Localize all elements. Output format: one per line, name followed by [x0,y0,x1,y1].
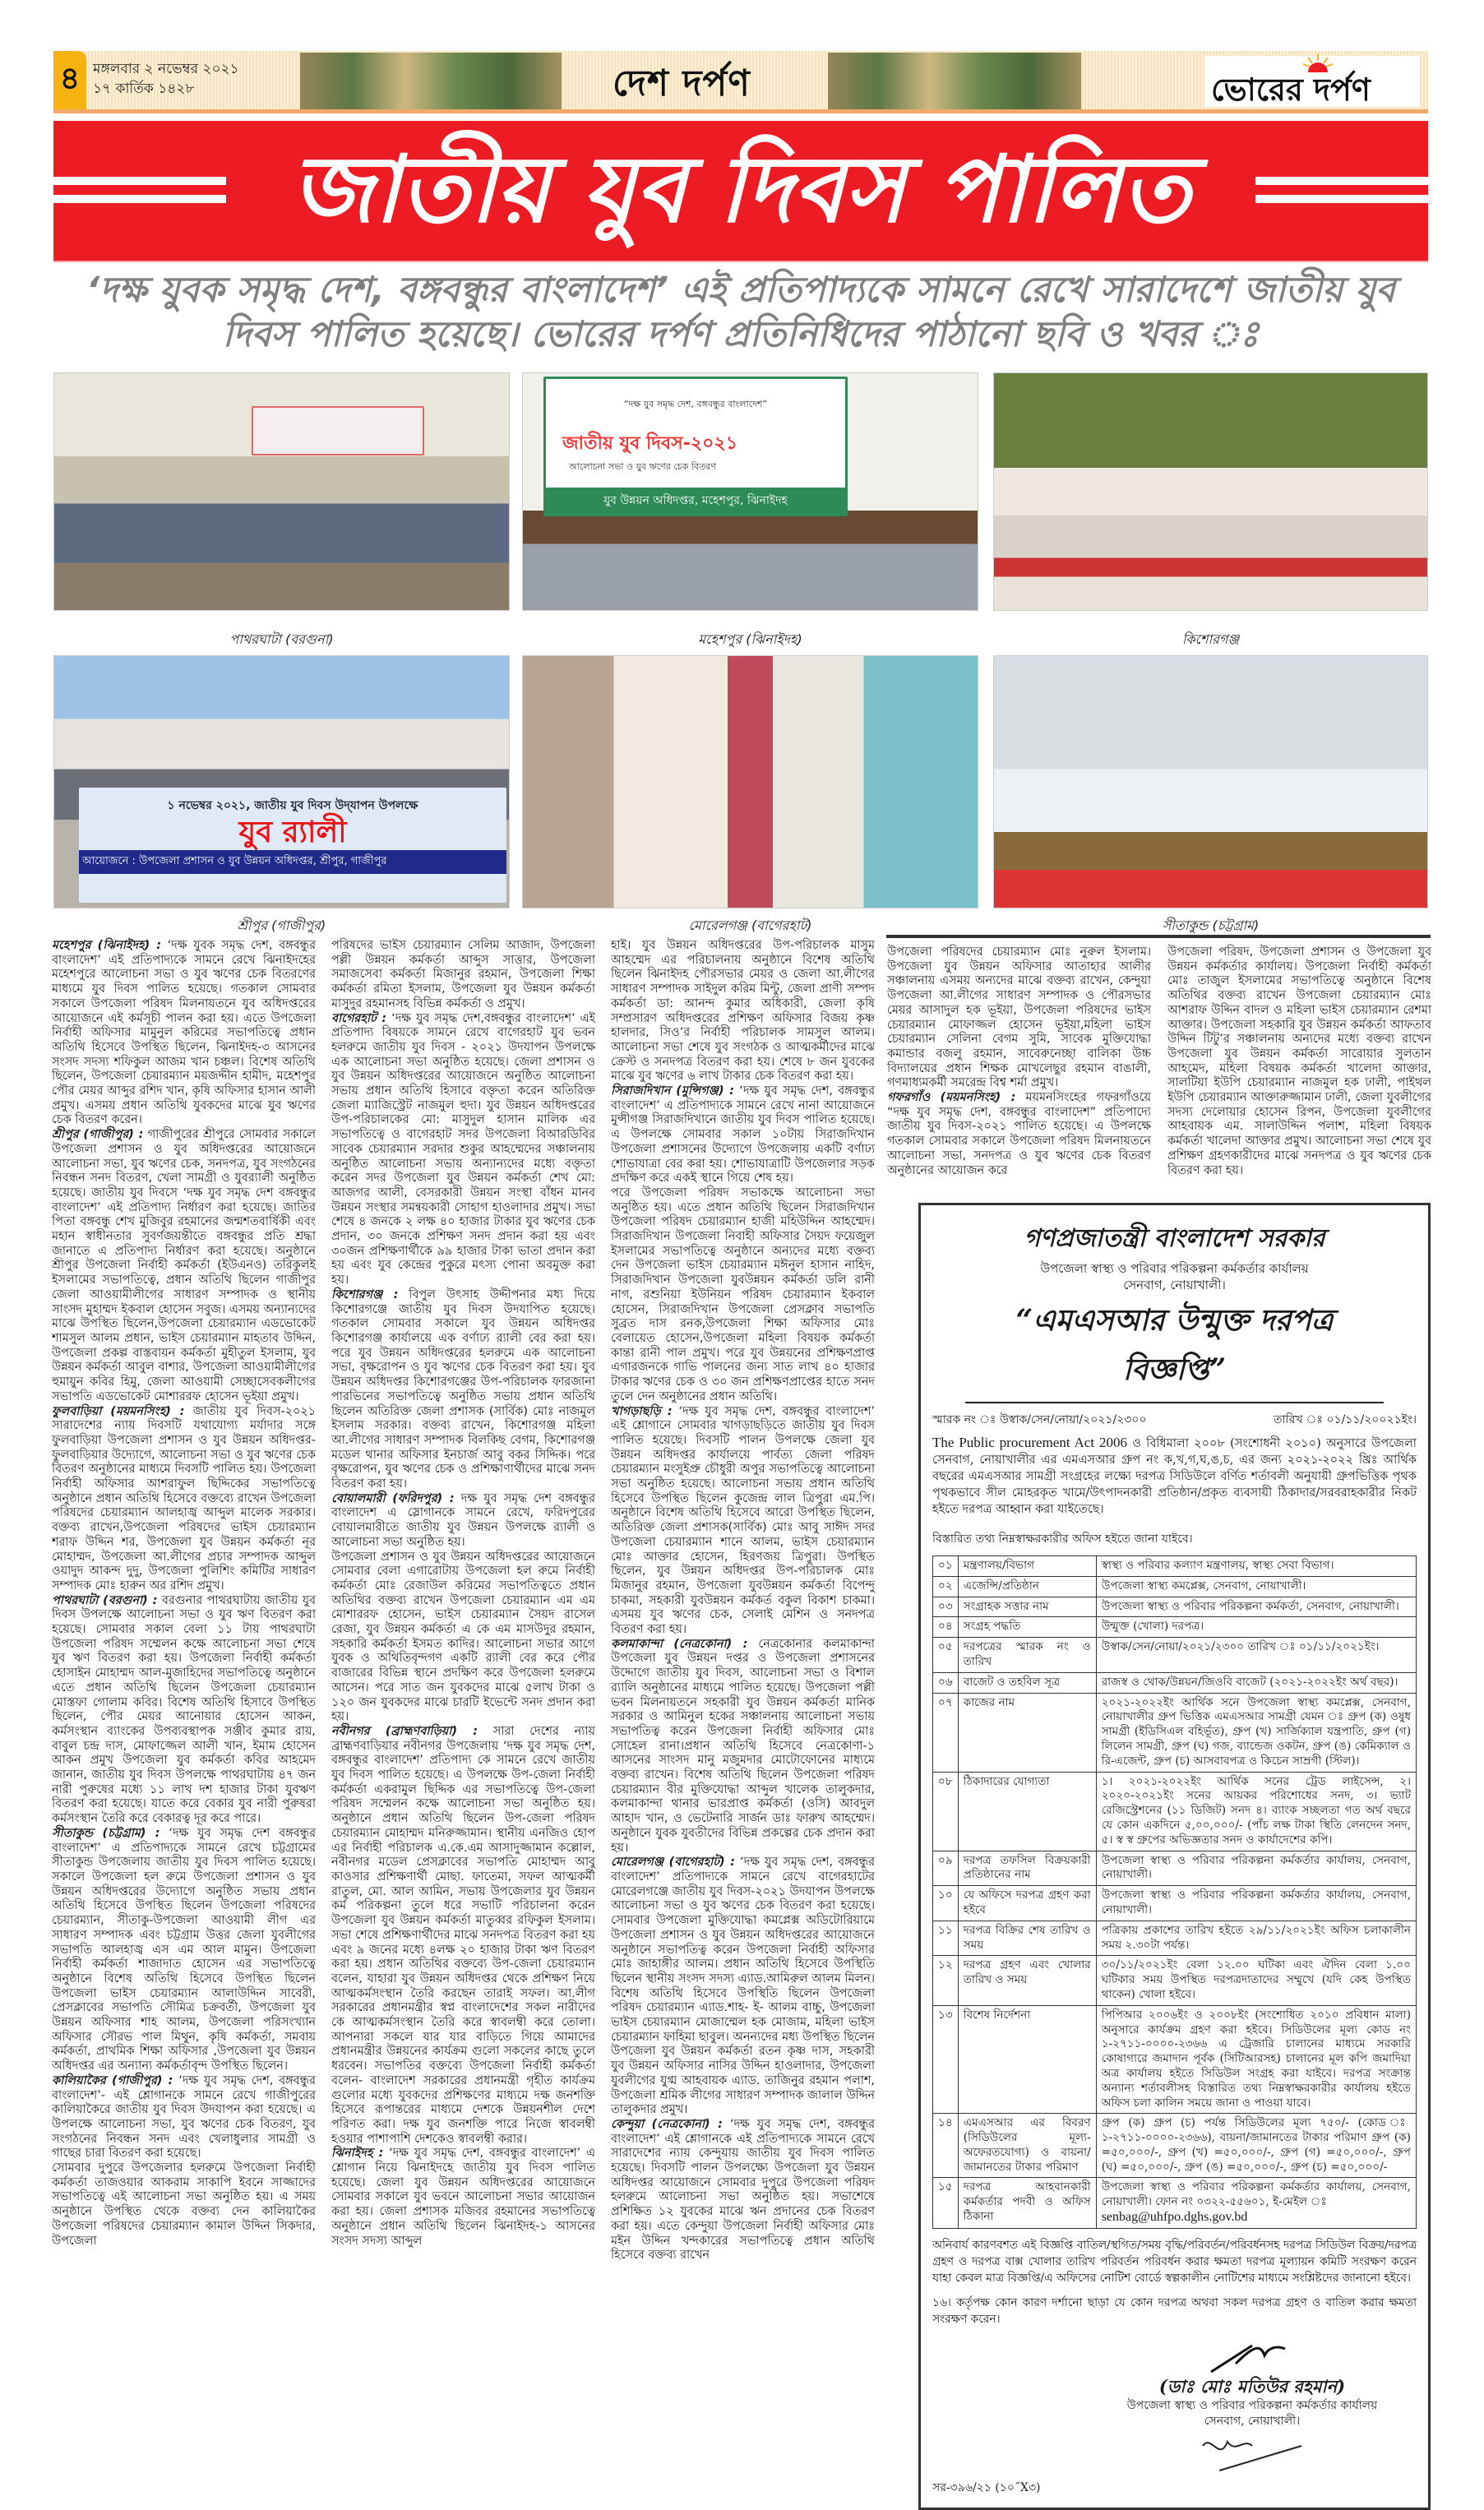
row-value-text: উপজেলা স্বাস্থ্য ও পরিবার পরিকল্পনা কর্মকর্তার কার্যালয়, সেনবাগ, নোয়াখালী। [1101,1888,1411,1916]
notice-note: অনিবার্য কারণবশত এই বিজ্ঞপ্তি বাতিল/স্থগিত/সময় বৃদ্ধি/পরিবর্তন/পরিবর্ধনসহ দরপত্র সিডিউল বিক্রয়/দরপত্র গ্রহণ ও দরপত্র বাক্স খোলার তারিখ পরিবর্তন পরিবর্ধন করার ক্ষমতা দরপত্র মূল্যায়ন কমিটি সংরক্ষণ করেন যাহা কেবল মাত্র বিজ্ঞপ্তি/এ অফিসের নোটিশ বোর্ডে স্বল্পকালীন নোটিশের মাধ্যমে সংশ্লিষ্টদের জানানো হইবে। [932,2238,1417,2285]
row-label-text: বাজেট ও তহবিল সূত্র [963,1675,1061,1689]
tender-row [933,1576,1417,1597]
row-number-text: ১২ [938,1958,953,1972]
row-label [958,1956,1096,2005]
row-number [933,2005,959,2114]
tender-row [933,1638,1417,1673]
article-paragraph [887,1091,1151,1178]
row-value [1096,1638,1416,1673]
newspaper-logo[interactable] [1204,56,1420,107]
article-paragraph [52,1405,316,1594]
row-label [958,1576,1096,1597]
row-number [933,1693,959,1772]
signatory-office: উপজেলা স্বাস্থ্য ও পরিবার পরিকল্পনা কর্মকর্তার কার্যালয় [1126,2398,1378,2412]
notice-title: “এমএসআর উন্মুক্ত দরপত্র বিজ্ঞপ্তি” [965,1298,1384,1403]
row-number-text: ০৮ [938,1774,953,1788]
row-number-text: ০৫ [938,1640,953,1654]
tender-row [933,1693,1417,1772]
article-paragraph [331,1551,595,1725]
article-paragraph [52,1827,316,2074]
page-number: ৪ [53,51,86,109]
row-label-text: সংগ্রহ পদ্ধতি [963,1620,1021,1634]
article-text: ময়মনসিংহের গফরগাঁওয়ে “দক্ষ যুব সমৃদ্ধ দেশ, বঙ্গবন্ধুর বাংলাদেশ” প্রতিপাদ্যে জাতীয় যুব দিবস-২০২১ পালিত হয়েছে। এ উপলক্ষে গতকাল সোমবার সকালে উপজেলা পরিষদ মিলনায়তনে আলোচনা সভা, সনদপত্র ও যুব ঋণের চেক বিতরণ অনুষ্ঠানের আয়োজন করে [887,1091,1152,1177]
photo-caption: মহেশপুর (ঝিনাইদহ) [698,631,802,647]
tender-table [932,1555,1417,2229]
dateline: বাগেরহাট : [331,1011,387,1025]
row-label [958,1851,1096,1886]
dateline: বোয়ালমারী (ফরিদপুর) : [331,1491,455,1505]
article-text: জাতীয় যুব দিবস-২০২১ সারাদেশের ন্যায় দিবসটি যথাযোগ্য মর্যাদার সঙ্গে ফুলবাড়িয়া উপজেলা প্রশাসন ও যুব উন্নয়ন অধিদপ্তর-ফুলবাড়িয়ার উদ্যোগে, আলোচনা সভা ও যুব ঋণের চেক বিতরণ অনুষ্ঠানের মাধ্যমে দিবসটি পালিত হয়। উপজেলা নির্বাহী অফিসার আশরাফুল ছিদ্দিকের সভাপতিত্বে অনুষ্ঠানে প্রধান অতিথি হিসেবে বক্তব্যে রাখেন উপজেলা পরিষদের চেয়ারম্যান আলহাজ্ব আব্দুল মালেক সরকার। বক্তব্য রাখেন,উপজেলা পরিষদের ভাইস চেয়ারম্যান শরাফ উদ্দিন শর, উপজেলা যুব উন্নয়ন কর্মকর্তা নূর মোহাম্মদ, উপজেলা আ.লীগের প্রচার সম্পাদক আব্দুল ওয়াদুদ আকন্দ দুদু, উপজেলা পুলিশিং কমিটির সাধারণ সম্পাদক মোঃ হারুন অর রশিদ প্রমুখ। [52,1404,316,1592]
photo-maheshpur [522,372,978,611]
article-paragraph [611,1638,875,1856]
row-number [933,1638,959,1673]
dateline: পাথরঘাটা (বরগুনা) : [52,1593,158,1607]
row-label [958,2005,1096,2114]
photo-kishoreganj [993,372,1428,611]
row-value-text: ১। ২০২১-২০২২ইং আর্থিক সনের ট্রেড লাইসেন্স, ২। ২০২০-২০২১ইং সনের আয়কর পরিশোধের সনদ, ৩। ভ্যাট রেজিস্ট্রেশনের (১১ ডিজিট) সনদ ৪। ব্যাংক সচ্ছলতা গত অর্থ বছরে যে কোন একদিনে ৫,০০,০০০/- (পাঁচ লক্ষ টাকা স্থিতি লেনদেন সনদ, ৫। স্ব স্ব গ্রুপের অভিজ্ঞতার সনদ ও কার্যাদেশের কপি। [1101,1774,1411,1847]
photo-morrelganj [522,655,978,908]
row-value-text: পত্রিকায় প্রকাশের তারিখ হইতে ২৯/১১/২০২১ইং অফিস চলাকালীন সময় ২.৩০টা পর্যন্ত। [1101,1923,1411,1952]
row-number [933,1556,959,1577]
signatory-place: সেনবাগ, নোয়াখালী। [1204,2414,1301,2428]
photo-sitakunda [993,655,1428,908]
article-paragraph [331,1288,595,1492]
article-text: ‘দক্ষ যুব সমৃদ্ধ দেশ, বঙ্গবন্ধুর বাংলাদেশ’ প্রতিপাদ্যকে সামনে রেখে বাগেরহাটের মোরেলগঞ্জে জাতীয় যুব দিবস-২০২১ উদযাপন উপলক্ষে আলোচনা সভা ও যুব ঋণের চেক বিতরণ করা হয়েছে। সোমবার উপজেলা মুক্তিযোদ্ধা কমপ্লেক্স অডিটোরিয়ামে উপজেলা প্রশাসন ও যুব উন্নয়ন অধিদপ্তরের আয়োজনে অনুষ্ঠানে সভাপতিত্ব করেন উপজেলা নির্বাহী অফিসার মোঃ জাহাঙ্গীর আলম। প্রধান অতিথি হিসেবে উপস্থিতি ছিলেন স্থানীয় সংসদ সদস্য এ্যাড.আমিরুল আলম মিলন। বিশেষ অতিথি হিসেবে উপস্থিতি ছিলেন উপজেলা পরিষদ চেয়ারম্যান এ্যাড.শাহ- ই- আলম বাচ্চু, উপজেলা ভাইস চেয়ারম্যান মোজাম্মেল হক মোজাম, মহিলা ভাইস চেয়ারম্যান ফাহিমা ছাবুল। অনন্যদের মধ্য উপস্থিত ছিলেন উপজেলা যুব উন্নয়ন কর্মকর্তা রতন কৃষ্ণ দাস, সহকারী যুব উন্নয়ন অফিসার নাসির উদ্দিন হাওলাদার, উপজেলা যুবলীগের যুগ্ম আহবায়ক এ্যাড. তাজিনুর রহমান পলাশ, উপজেলা শ্রমিক লীগের সাধারণ সম্পাদক জালাল উদ্দিন তালুকদার প্রমুখ। [611,1856,875,2117]
section-title: দেশ দর্পণ [613,62,751,104]
row-label-text: দরপত্র বিক্রির শেষ তারিখ ও সময় [963,1923,1091,1952]
banner-sub: আলোচনা সভা ও যুব ঋণের চেক বিতরণ [569,461,717,472]
dateline: সীতাকুন্ড (চট্টগ্রাম) : [52,1826,160,1840]
photo-caption: শ্রীপুর (গাজীপুর) [237,918,326,933]
row-label [958,1597,1096,1617]
tender-row [933,2178,1417,2228]
row-value-text: গ্রুপ (ক) গ্রুপ (চ) পর্যন্ত সিডিউলের মূল্য ৭৫০/- (কোড ঃ ১-২৭১১-০০০০-২৩৬৬), বায়না/জামানতের টাকার পরিমাণ গ্রুপ (ক) =৫০,০০০/-, গ্রুপ (খ) =৫০,০০০/-, গ্রুপ (গ) =৫০,০০০/-, গ্রুপ (ঘ) =৫০,০০০/-, গ্রুপ (ঙ) =৫০,০০০/-, গ্রুপ (চ) =৫০,০০০/- [1101,2116,1411,2174]
photo-banner [79,788,506,903]
row-label [958,2178,1096,2228]
row-value [1096,1886,1416,1921]
row-label-text: কাজের নাম [963,1695,1015,1709]
article-paragraph [331,1725,595,2147]
row-label-text: সংগ্রাহক সত্তার নাম [963,1599,1049,1613]
article-paragraph [52,1594,316,1827]
article-paragraph [611,1405,875,1638]
row-number [933,1617,959,1638]
article-text: ‘দক্ষ যুব সমৃদ্ধ দেশ, বঙ্গবন্ধুর বাংলাদেশ’ এ শ্লোগান নিয়ে ঝিনাইদহে জাতীয় যুব দিবস পালিত হয়েছে। জেলা যুব উন্নয়ন অধিদপ্তরের আয়োজনে সোমবার সকালে যুব ভবনে আলোচনা সভার আয়োজন করা হয়। জেলা প্রশাসক মজিবর রহমানের সভাপতিত্বে অনুষ্ঠানে প্রধান অতিথি ছিলেন ঝিনাইদহ-১ আসনের সংসদ সদস্য আব্দুল [331,2147,595,2248]
row-value [1096,1597,1416,1617]
row-number [933,1772,959,1851]
dateline: ঝিনাইদহ : [331,2147,384,2161]
row-value-text: উপজেলা স্বাস্থ্য ও পরিবার পরিকল্পনা কর্মকর্তার কার্যালয়, সেনবাগ, নোয়াখালী। ফোন নং ০৩২২-৫৫৬০১, ই-মেইল ঃ [1101,2180,1411,2209]
row-number-text: ১৩ [938,2008,953,2022]
notice-intro [932,1435,1417,1518]
row-number-text: ১১ [938,1923,953,1937]
memo-number: স্মারক নং ঃ উস্বাক/সেন/নোয়া/২০২১/২৩০০ [932,1413,1147,1426]
row-value [1096,1772,1416,1851]
row-label [958,2114,1096,2178]
row-value [1096,1851,1416,1886]
row-value [1096,2178,1416,2228]
article-paragraph [52,1128,316,1404]
row-label-text: দরপত্র গ্রহণ এবং খোলার তারিখ ও সময় [963,1958,1091,1987]
row-value-text: ২০২১-২০২২ইং আর্থিক সনে উপজেলা স্বাস্থ্য কমপ্লেক্স, সেনবাগ, নোয়াখালীর গ্রুপ ভিত্তিক এমএসআর সামগ্রী যেমন ঃ গ্রুপ (ক) ওষুধ সামগ্রী (ইডিসিএল বহির্ভূত), গ্রুপ (খ) সার্জিক্যাল যন্ত্রপাতি, গ্রুপ (গ) লিলেন সামগ্রী, গ্রুপ (ঘ) গজ, ব্যান্ডেজ ওকটন, গ্রুপ (ঙ) কেমিক্যাল ও রি-এজেন্ট, গ্রুপ (চ) আসবাবপত্র ও কিচেন সাম্রগী (স্টিল)। [1101,1695,1411,1768]
row-number [933,1921,959,1956]
tender-row [933,1956,1417,2005]
article-paragraph [611,1856,875,2118]
issue-date [93,59,239,99]
tender-row [933,1597,1417,1617]
article-column-1 [52,939,316,2254]
office-place: সেনবাগ, নোয়াখালী। [1123,1278,1226,1292]
article-text: বরগুনার পাথরঘাটায় জাতীয় যুব দিবস উপলক্ষে আলোচনা সভা ও যুব ঋণ বিতরণ করা হয়েছে। সোমবার সকাল বেলা ১১ টায় পাথরঘাটা উপজেলা পরিষদ সম্মেলন কক্ষে আলোচনা সভা শেষে যুব ঋণ বিতরণ করা হয়। উপজেলা নির্বাহী কর্মকর্তা হোসাইন মোহাম্মদ আল-মুজাহিদের সভাপতিত্বে অনুষ্ঠানে এতে প্রধান অতিথি ছিলেন উপজেলা চেয়ারম্যান মোস্তফা গোলাম কবির। বিশেষ অতিথি হিসাবে উপস্থিত ছিলেন, পৌর মেয়র আনোয়ার হোসেন আকন, কর্মসংস্থান ব্যাংকের উপব্যবস্থাপক সঞ্জীব কুমার রায়, বাবুল চন্দ্র দাস, মোফাজ্জেল আলী খান, ইমাম হোসেন আকন প্রমুখ উপজেলা যুব কর্মকর্তা কবির আহমেদ জানান, জাতীয় যুব দিবস উপলক্ষে পাথরঘাটায় ৪৭ জন নারী পুরুষের মধ্যে ১১ লাখ দশ হাজার টাকা যুবঋণ বিতরণ করা হয়েছে। যাতে করে বেকার যুব নারী পুরুষরা কর্মসংস্থান তৈরি করে বেকারত্ব দূর করে পারে। [52,1593,316,1826]
article-text: উপজেলা পরিষদ, উপজেলা প্রশাসন ও উপজেলা যুব উন্নয়ন কর্মকর্তার কার্যালয়। উপজেলা নির্বাহী কর্মকর্তা মোঃ তাজুল ইসলামের সভাপতিত্বে অনুষ্ঠানে বিশেষ অতিথির বক্তব্য রাখেন উপজেলা চেয়ারম্যান মোঃ আশরাফ উদ্দিন বাদল ও মহিলা ভাইস চেয়ারম্যান রেশমা আক্তার। উপজেলা সহকারি যুব উন্নয়ন কর্মকর্তা আফতাব উদ্দিন টিটু’র সঞ্চালনায় অন্যদের মধ্যে বক্তব্য রাখেন উপজেলা যুব উন্নয়ন কর্মকর্তা সারোয়ার সুলতান আহমেদ, মহিলা বিষয়ক কর্মকর্তা খালেদা আক্তার, সালটিয়া ইউপি চেয়ারম্যান নাজমুল হক ঢালী, পাইথল ইউপি চেয়ারম্যান আক্তারুজ্জামান ঢালী, জেলা যুবলীগের সদস্য দেলোয়ার হোসেন রিপন, উপজেলা যুবলীগের আহবায়ক এম. সালাউদ্দিন পলাশ, মহিলা বিষয়ক কর্মকর্তা খালেদা আক্তার প্রমুখ। আলোচনা সভা শেষে যুব প্রশিক্ষণ গ্রহণকারীদের মাঝে সনদপত্র ও যুব ঋণের চেক বিতরণ করা হয়। [1167,945,1431,1177]
tender-row [933,1772,1417,1851]
row-value [1096,1617,1416,1638]
tender-row [933,1672,1417,1693]
row-number-text: ০১ [938,1559,953,1572]
article-text: পরিষদের ভাইস চেয়ারম্যান সেলিম আজাদ, উপজেলা পল্লী উন্নয়ন কর্মকর্তা আব্দুস সাত্তার, উপজেলা সমাজসেবা কর্মকর্তা মিজানুর রহমান, উপজেলা শিক্ষা কর্মকর্তা রমিতা ইসলাম, উপজেলা যুব উন্নয়ন কর্মকর্তা মাসুদুর রহমানসহ বিভিন্ন কর্মকর্তা ও প্রমুখ। [331,939,595,1010]
article-text: ‘দক্ষ যুব সমৃদ্ধ দেশ, বঙ্গবন্ধুর বাংলাদেশ’ এই শ্লোগানকে এই প্রতিপাদ্যকে সামনে রেখে সারাদেশের ন্যায় কেন্দুয়ায় জাতীয় যুব দিবস পালিত হয়েছে। দিবসটি পালন উপলক্ষ্যে উপজেলা যুব উন্নয়ন অধিদপ্তর আয়োজনে সোমবার দুপুরে উপজেলা পরিষদ হলরুমে আলোচনা সভা অনুষ্ঠিত হয়। সভাশেষে প্রশিক্ষিত ১২ যুবকের মাঝে ঋন প্রদানের চেক বিতরণ করা হয়। এতে কেন্দুয়া উপজেলা নির্বাহী অফিসার মোঃ মইন উদ্দিন খন্দকারের সভাপতিত্বে প্রধান অতিথি হিসেবে বক্তব্য রাখেন [611,2117,875,2263]
dateline: ফুলবাড়িয়া (ময়মনসিংহ) : [52,1404,185,1418]
row-number [933,2114,959,2178]
banner-title: জাতীয় যুব দিবস-২০২১ [562,433,738,454]
tender-row [933,1556,1417,1577]
article-column-2 [331,939,595,2254]
logo-text: ভোরের দর্পণ [1211,72,1371,108]
row-value [1096,2114,1416,2178]
dateline: মহেশপুর (ঝিনাইদহ) : [52,939,162,952]
memo-date: তারিখ ঃ ০১/১১/২০০২১ইং। [1274,1413,1417,1426]
row-value [1096,1693,1416,1772]
photo-sreepur-rally [53,655,510,908]
article-paragraph [887,945,1151,1091]
dateline: নবীনগর (ব্রাহ্মণবাড়িয়া) : [331,1724,478,1738]
article-text: উপজেলা প্রশাসন ও যুব উন্নয়ন অধিদপ্তরের আয়োজনে সোমবার বেলা এগারোটায় উপজেলা হল রুমে নির্বাহী কর্মকর্তা মোঃ রেজাউল করিমের সভাপতিত্বতে প্রধান অতিথির বক্তব্য রাখেন উপজেলা চেয়ারম্যান এম এম মোশাররফ হোসেন, ভাইস চেয়ারম্যান সৈয়দ রাসেল রেজা, যুব উন্নয়ন কর্মকর্তা এ কে এম মাসউদুর রহমান, সহকারি কর্মকর্তা ইসমত কাদির। আলোচনা সভার আগে যুবক ও অথিতিবৃন্দগণ একটি র‍্যালী বের করে পৌর বাজারের বিভিন্ন স্থানে প্রদক্ষিণ করে উপজেলা হলরুমে আসেন। পরে সাত জন যুবকদের মাঝে ৫লাখ টাকা ও ১২০ জন যুবকদের মাঝে চারটি ইভেন্টে সনদ প্রদান করা হয়। [331,1550,595,1724]
row-label-text: দরপত্রের স্মারক নং ও তারিখ [963,1640,1091,1668]
column-rule [886,935,1431,938]
row-number [933,1956,959,2005]
signatory-name: (ডাঃ মোঃ মতিউর রহমান) [1158,2375,1346,2397]
memo-line [932,1410,1417,1430]
article-text: নেত্রকোনার কলমাকান্দা উপজেলা যুব উন্নয়ন দপ্তর ও উপজেলা প্রশাসনের উদ্দোগে জাতীয় যুব দিবস, আলোচনা সভা ও বিশাল র‍্যালি অনুষ্ঠানের মাধ্যমে পালিত হয়েছে। উপজেলা পল্লী ভবন মিলনায়তনে সহকারী যুব উন্নয়ন কর্মকর্তা মানিক সরকার ও আমিনুল হকের সঞ্চালনায় আলোচনা সভায় সভাপতিত্ব করেন উপজেলা নির্বাহী অফিসার মোঃ সোহেল রানা।প্রধান অতিথি হিসেবে নেত্রকোণা-১ আসনের সাংসদ মানু মজুমদার মোটোফোনের মাধ্যমে বক্তব্য রাখেন। বিশেষ অতিথি ছিলেন উপজেলা পরিষদ চেয়ারম্যান বীর মুক্তিযোদ্ধা আব্দুল খালেক তালুকদার, কলমাকান্দা থানার ভারপ্রাপ্ত কর্মকর্তা (ওসি) আবদুল আহাদ খান, ও ভেটেনারি সার্জন ডাঃ ফারুখ আহম্মেদ। অনুষ্ঠানে যুবক যুবতীদের বিভিন্ন প্রকল্পের চেক প্রদান করা হয়। [611,1637,875,1855]
initials-icon [1195,2429,1310,2475]
row-number-text: ০৯ [938,1853,953,1867]
article-text: ‘দক্ষ যুব সমৃদ্ধ দেশ, বঙ্গবন্ধুর বাংলাদেশ’ এ প্রতিপাদ্যকে সামনে রেখে নানা আয়োজনে মুন্সীগঞ্জ সিরাজদিখানে জাতীয় যুব দিবস পালিত হয়েছে। এ উপলক্ষে সোমবার সকাল ১০টায় সিরাজদিখান উপজেলা প্রশাসনের উদ্যোগে উপজেলায় একটি বর্ণাঢ্য শোভাযাত্রা বের করা হয়। শোভাযাত্রাটি উপজেলার সড়ক প্রদক্ষিণ করে একই স্থানে গিয়ে শেষ হয়। [611,1084,875,1186]
article-text: ‘দক্ষ যুব সমৃদ্ধ দেশ বঙ্গবন্ধুর বাংলাদেশ’ এ প্রতিপাদ্যকে সামনে রেখে চট্টগ্রামের সীতাকুন্ড উপজেলায় জাতীয় যুব দিবস পালিত হয়েছে। সকালে উপজেলা হল রুমে উপজেলা প্রশাসন ও যুব উন্নয়ন অধিদপ্তরের উদ্যোগে অনুষ্ঠিত সভায় প্রধান অতিথি হিসেবে উপস্থিত ছিলেন উপজেলা পরিষদের চেয়ারম্যান, সীতাকু-উপজেলা আওয়ামী লীগ এর সাধারণ সম্পাদক এবং চট্টগ্রাম উত্তর জেলা যুবলীগের সভাপতি আলহাজ্ব এস এম আল মামুন। উপজেলা নির্বাহী কর্মকর্তা শাজাদাত হোসেন এর সভাপতিত্বে অনুষ্ঠানে বিশেষ অতিথি হিসেবে উপস্থিত ছিলেন উপজেলা ভাইস চেয়ারম্যান আলাউদ্দিন সাবেরী, প্রেসক্লাবের সভাপতি সৌমিত্র চক্রবর্তী, উপজেলা যুব উন্নয়ন অফিসার শাহ আলম, উপজেলা পরিসংখ্যান অফিসার সৌরভ পাল মিথুন, কৃষি কর্মকর্তা, সমবায় কর্মকর্তা, প্রাথমিক শিক্ষা অফিসার ,উপজেলা যুব উন্নয়ন অধিদপ্তর এর অন্যান্য কর্মকর্তাবৃন্দ উপস্থিত ছিলেন। [52,1826,316,2073]
row-number-text: ০২ [938,1579,953,1592]
row-value-text: ৩০/১১/২০২১ইং বেলা ১২.০০ ঘটিকা এবং ঐদিন বেলা ১.০০ ঘটিকার সময় উপস্থিত দরপত্রদাতাদের সম্মুখে (যদি কেহ উপস্থিত থাকেন) খোলা হইবে। [1101,1958,1411,2001]
intro-text: ও বিধিমালা ২০০৮ (সংশোধনী ২০১০) অনুসারে উপজেলা সেনবাগ, নোয়াখালীর এর এমএসআর গ্রুপ নং ক,খ,গ,ঘ,ঙ,চ, এর জন্য ২০২১-২০২২ খ্রিঃ আর্থিক বছরের এমএসআর সামগ্রী সংগ্রহের লক্ষ্যে দরপত্র সিডিউলে বর্ণিত শর্তাবলী অনুযায়ী গ্রুপভিত্তিক পৃথক পৃথকভাবে সীল মোহরকৃত খামে/উৎপাদনকারী প্রতিষ্ঠান/প্রকৃত ব্যবসায়ী ঠিকাদার/সরবরাহকারীর নিকট হইতে দরপত্র আহ্বান করা যাইতেছে। [932,1437,1417,1516]
dateline: মোরেলগঞ্জ (বাগেরহাট) : [611,1856,736,1870]
photo-caption: পাথরঘাটা (বরগুনা) [229,631,334,647]
subheadline: ‘দক্ষ যুবক সমৃদ্ধ দেশ, বঙ্গবন্ধুর বাংলাদেশ’ এই প্রতিপাদ্যকে সামনে রেখে সারাদেশে জাতীয় যুব দিবস পালিত হয়েছে। ভোরের দর্পণ প্রতিনিধিদের পাঠানো ছবি ও খবর ঃ [86,270,1396,355]
ad-reference: সর-৩৯৬/২১ (১০˝X৩) [932,2480,1041,2494]
dateline: কিশোরগঞ্জ : [331,1287,399,1301]
clause-16: ১৬। কর্তৃপক্ষ কোন কারণ দর্শানো ছাড়া যে কোন দরপত্র অথবা সকল দরপত্র গ্রহণ ও বাতিল করার ক্ষমতা সংরক্ষণ করেন। [932,2295,1417,2326]
article-paragraph [611,1186,875,1405]
banner-footer: আয়োজনে : উপজেলা প্রশাসন ও যুব উন্নয়ন অধিদপ্তর, শ্রীপুর, গাজীপুর [79,850,506,874]
photo-banner [543,377,848,516]
photo-caption: মোরেলগঞ্জ (বাগেরহাট) [688,918,812,933]
article-paragraph [331,939,595,1012]
row-number [933,1672,959,1693]
tender-row [933,1921,1417,1956]
row-number-text: ১৫ [938,2180,953,2194]
office-name: উপজেলা স্বাস্থ্য ও পরিবার পরিকল্পনা কর্মকর্তার কার্যালয় [1040,1261,1309,1276]
row-value [1096,1672,1416,1693]
row-label [958,1672,1096,1693]
article-text: বিপুল উৎসাহ উদ্দীপনার মধ্য দিয়ে কিশোরগঞ্জে জাতীয় যুব দিবস উদযাপিত হয়েছে। গতকাল সোমবার সকালে যুব উন্নয়ন অধিদপ্তর কিশোরগঞ্জ কার্যালয়ে এক বর্ণাঢ্য র‍্যালী বের করা হয়। পরে যুব উন্নয়ন অধিদপ্তরের হলরুমে এক আলোচনা সভা, বৃক্ষরোপন ও যুব ঋণের চেক বিতরণ করা হয়। যুব উন্নয়ন অধিদপ্তর কিশোরগঞ্জের উপ-পরিচালক ফারজানা পারভিনের সভাপতিত্বে অনুষ্ঠিত সভায় প্রধান অতিথি ছিলেন অতিরিক্ত জেলা প্রশাসক (সার্বিক) মোঃ নাজমুল ইসলাম সরকার। বক্তব্য রাখেন, কিশোরগঞ্জ মহিলা আ.লীগের সাধারণ সম্পাদক বিলকিছ বেগম, কিশোরগঞ্জ মডেল থানার অফিসার ইনচার্জ আবু বকর সিদ্দিক। পরে বৃক্ষরোপন, যুব ঋণের চেক ও প্রশিক্ষাণার্থীদের মাঝে সনদ বিতরণ করা হয়। [331,1287,596,1491]
row-number [933,1851,959,1886]
row-label-text: মন্ত্রণালয়/বিভাগ [963,1559,1034,1572]
article-text: ‘দক্ষ যুব সমৃদ্ধ দেশ,বঙ্গবন্ধুর বাংলাদেশ’ এই প্রতিপাদ্য বিষয়কে সামনে রেখে বাগেরহাট যুব ভবন হলরুমে জাতীয় যুব দিবস - ২০২১ উদযাপন উপলক্ষে এক আলোচনা সভা অনুষ্ঠিত হয়েছে। জেলা প্রশাসন ও যুব উন্নয়ন অধিদপ্তরের আয়োজনে অনুষ্ঠিত আলোচনা সভায় প্রধান অতিথি হিসাবে বক্তৃতা করেন অতিরিক্ত জেলা ম্যাজিস্ট্রেট নাজমুল হুদা। যুব উন্নয়ন অধিদপ্তরের উপ-পরিচালকের মো: মাসুদুল হাসান মালিক এর সভাপতিত্বে ও বাগেরহাট সদর উপজেলা বিআরডিবির সাবেক চেয়ারম্যান সরদার শুকুর আহম্মেদের সঞ্চালনায় অনুষ্ঠিত আলোচনা সভায় অন্যান্যদের মধ্যে বক্তৃতা করেন সদর উপজেলা যুব উন্নয়ন কর্মকর্তা শেখ মো: আজগর আলী, বেসরকারী উন্নয়ন সংস্থা বাঁধন মানব উন্নয়ন সংস্থার সমন্বয়কারী সোহাগ হাওলাদার প্রমুখ। সভা শেষে ৪ জনকে ২ লক্ষ ৪০ হাজার টাকার যুব ঋণের চেক প্রদান, ৩০ জনকে প্রশিক্ষণ সনদ প্রদান করা হয় এবং ৩০জন প্রশিক্ষণার্থীকে ৯৯ হাজার টাকা ভাতা প্রদান করা হয় এবং যুব কেন্দ্রের পুকুরে মৎস্য পোনা অবমুক্ত করা হয়। [331,1011,596,1287]
dateline: শ্রীপুর (গাজীপুর) : [52,1128,144,1142]
row-value [1096,1556,1416,1577]
banner-footer: যুব উন্নয়ন অধিদপ্তর, মহেশপুর, ঝিনাইদহ [546,488,845,514]
article-text: হাই। যুব উন্নয়ন অধিদপ্তরের উপ-পরিচালক মাসুম আহম্মেদ এর পরিচালনায় অনুষ্ঠানে বিশেষ অতিথি ছিলেন ঝিনাইদহ পৌরসভার মেয়র ও জেলা আ.লীগের সাধারণ সম্পাদক সাইদুল করিম মিন্টু, জেলা প্রাণী সম্পদ কর্মকর্তা ডা: আনন্দ কুমার অধিকারী, জেলা কৃষি সম্প্রসারণ অধিদপ্তরের প্রশিক্ষণ অফিসার বিজয় কৃষ্ণ হালদার, সিও’র নির্বাহী পরিচালক সামসুল আলম। আলোচনা সভা শেষে যুব সংগঠক ও আত্মকর্মীদের মাঝে ক্রেস্ট ও সনদপত্র বিতরণ করা হয়। শেষে ৮ জন যুবকের মাঝে যুব ঋণের ৬ লাখ টাকার চেক বিতরণ করা হয়। [611,939,875,1084]
article-text: সারা দেশের ন্যায় ব্রাহ্মণবাড়িয়ার নবীনগর উপজেলায় ‘দক্ষ যুব সমৃদ্ধ দেশ, বঙ্গবন্ধুর বাংলাদেশ’ প্রতিপাদ্য কে সামনে রেখে জাতীয় যুব দিবস পালিত হয়েছে। এ উপলক্ষে উপ-জেলা নির্বাহী কর্মকর্তা একরামুল ছিদ্দিক এর সভাপতিত্বে উপ-জেলা পরিষদ সম্মেলন কক্ষে আলোচনা সভা অনুষ্ঠিত হয়। অনুষ্ঠানে প্রধান অতিথি ছিলেন উপ-জেলা পরিষদ চেয়ারম্যান মোহাম্মদ মনিরুজ্জামান। স্থানীয় এনজিও হোপ এর নির্বাহী পরিচালক এ.কে.এম আসাদুজ্জামান কল্লোল, নবীনগর মডেল প্রেসক্লাবের সভাপতি মোহাম্মদ আবু কাওসার প্রশিক্ষণার্থী মোছা. ফাতেমা, সফল আত্মকর্মী রাতুল, মো. আল আমিন, সভায় উপজেলার যুব উন্নয়ন কর্ম পরিকল্পনা তুলে ধরে সভাটি পরিচালনা করেন উপজেলা যুব উন্নয়ন কর্মকর্তা মাতুব্বর রফিকুল ইসলাম। সভা শেষে প্রশিক্ষণার্থীদের মাঝে সনদপত্র বিতরণ করা হয় এবং ৯ জনের মধ্যে ৪লক্ষ ২০ হাজার টাকা ঋণ বিতরণ করা হয়। প্রধান অতিথির বক্তব্যে উপ-জেলা চেয়ারম্যান বলেন, যাহারা যুব উন্নয়ন অধিদপ্তর থেকে প্রশিক্ষণ নিয়ে আত্মকর্মসংস্থান তৈরি করছেন তারাই সফল। আ.লীগ সরকারের প্রধানমন্ত্রীর স্বপ্ন বাংলাদেশের সকল নারীদের কে আত্মকর্মসংস্থান তৈরি করে স্বাবলম্বী করে তোলা। আপনারা সকলে যার যার বাড়িতে গিয়ে আমাদের প্রধানমন্ত্রীর উন্নয়নের কার্যক্রম গুলো সকলের কাছে তুলে ধরবেন। সভাপতির বক্তব্যে উপজেলা নির্বাহী কর্মকর্তা বলেন- বাংলাদেশ সরকারের প্রধানমন্ত্রী গৃহীত কার্যক্রম গুলোর মধ্যে যুবকদের প্রশিক্ষণের মাধ্যমে দক্ষ জনশক্তি হিসেবে রূপান্তরের মাধ্যমে দেশকে উন্নয়নশীল দেশে পরিণত করা। দক্ষ যুব জনশক্তি পারে নিজে স্বাবলম্বী হওয়ার পাশাপাশি দেশকেও স্বাবলম্বী করার। [331,1724,595,2146]
article-paragraph [611,2118,875,2263]
dateline: কেন্দুয়া (নেত্রকোনা) : [611,2117,723,2131]
row-number-text: ০৪ [938,1620,953,1634]
row-number [933,1597,959,1617]
row-value [1096,2005,1416,2114]
dateline: কালিয়াকৈর (গাজীপুর) : [52,2073,173,2087]
tender-row [933,1617,1417,1638]
tender-row [933,2114,1417,2178]
row-label-text: এমএসআর এর বিবরণ (সিডিউলের মূল্য-অফেরতযোগ্য) ও বায়না/জামানতের টাকার পরিমাণ [963,2116,1091,2174]
row-label [958,1556,1096,1577]
row-number-text: ১০ [938,1888,953,1902]
tender-notice [918,1203,1431,2510]
row-label [958,1638,1096,1673]
row-number-text: ০৩ [938,1599,953,1613]
date-gregorian: মঙ্গলবার ২ নভেম্বর ২০২১ [93,61,239,77]
banner-slogan: “দক্ষ যুব সমৃদ্ধ দেশ, বঙ্গবন্ধুর বাংলাদেশ” [623,399,768,409]
article-paragraph [52,939,316,1128]
header-photo-strip [828,53,1081,109]
article-text: সোমবার দুপুরে উপজেলার হলরুমে উপজেলা নির্বাহী কর্মকর্তা তাজওয়ার আকরাম সাকাপি ইবনে সাজ্জাদের সভাপতিত্বে এই আলোচনা সভা অনুষ্ঠিত হয়। এ সময় অনুষ্ঠানে উপস্থিত থেকে বক্তব্য দেন কালিয়াকৈর উপজেলা পরিষদের চেয়ারম্যান কামাল উদ্দিন সিকদার, উপজেলা [52,2161,316,2248]
row-label [958,1886,1096,1921]
article-column-4 [887,945,1151,1200]
signature-block [1104,2339,1400,2475]
article-text: উপজেলা পরিষদের চেয়ারম্যান মোঃ নুরুল ইসলাম। উপজেলা যুব উন্নয়ন অফিসার আতাহার আলীর সঞ্চালনায় এসময় অন্যদের মাঝে বক্তব্য রাখেন, কেন্দুয়া উপজেলা আ.লীগের সাধারণ সম্পাদক ও পৌরসভার মেয়র আসাদুল হক ভূইয়া, উপজেলা পরিষদের ভাইস চেয়ারম্যান মোফাজ্জল হোসেন ভূইয়া,মহিলা ভাইস চেয়ারম্যান সেলিনা বেগম সুমি, সাবেক মুক্তিযোদ্ধা কমান্ডার বজলু রহমান, সাবেরুনেচ্ছা বালিকা উচ্চ বিদ্যালয়ের প্রধান শিক্ষক মোখলেছুর রহমান বাঙালী, গণমাধ্যমকর্মী সমরেন্দ্র বিশ্ব শর্মা প্রমুখ। [887,945,1151,1090]
banner-title: যুব র‍্যালী [238,816,347,849]
act-name: The Public procurement Act 2006 [932,1435,1127,1450]
headline: জাতীয় যুব দিবস পালিত [291,136,1190,243]
article-text: পরে উপজেলা পরিষদ সভাকক্ষে আলোচনা সভা অনুষ্ঠিত হয়। এতে প্রধান অতিথি ছিলেন সিরাজদিখান উপজেলা পরিষদ চেয়ারম্যান হাজী মহিউদ্দিন আহম্মেদ। সিরাজদিখান উপজেলা নিবাহী অফিসার সৈয়দ ফয়েজুল ইসলামের সভাপতিত্বে অনুষ্ঠানে অন্যদের মধ্যে বক্তব্য দেন উপজেলা ভাইস চেয়ারম্যান মঈনুল হাসান নাহিদ, সিরাজদিখান উপজেলা যুবউন্নয়ন কর্মকর্তা ডলি রানী নাগ, রশুনিয়া ইউনিয়ন পরিষদ চেয়ারম্যান ইকবাল হোসেন, সিরাজদিখান উপজেলা প্রেসক্লাব সভাপতি সুব্রত দাস রনক,উপজেলা শিক্ষা অফিসার মোঃ বেলায়েত হোসেন,উপজেলা মহিলা বিষয়ক কর্মকর্তা কান্তা রানী পাল প্রমুখ। পরে যুব উন্নয়নের প্রশিক্ষণপ্রাপ্ত এগারজনকে গাভি পালনের জন্য সাত লাখ ৪০ হাজার টাকার ঋণের চেক ও ৩০ জন প্রশিক্ষণপ্রাপ্তের হাতে সনদ তুলে দেন অনুষ্ঠানের প্রধান অতিথি। [611,1186,875,1403]
headline-banner [53,121,1428,262]
photo-caption: কিশোরগঞ্জ [1181,631,1240,647]
row-value-text: উপজেলা স্বাস্থ্য কমপ্লেক্স, সেনবাগ, নোয়াখালী। [1101,1579,1306,1592]
row-label [958,1772,1096,1851]
row-value-text: উপজেলা স্বাস্থ্য ও পরিবার পরিকল্পনা কর্মকর্তা, সেনবাগ, নোয়াখালী। [1101,1599,1399,1613]
dateline: খাগড়াছড়ি : [611,1404,673,1418]
row-number [933,1576,959,1597]
row-label [958,1693,1096,1772]
row-label-text: ঠিকাদারের যোগ্যতা [963,1774,1050,1788]
article-paragraph [331,1012,595,1288]
article-text: দক্ষ যুব সমৃদ্ধ দেশ বঙ্গবন্ধুর বাংলাদেশ এ স্লোগানকে সামনে রেখে, ফরিদপুরের বোয়ালমারীতে জাতীয় যুব উন্নয়ন উপলক্ষে র‍্যালী ও আলোচনা সভা অনুষ্ঠিত হয়। [331,1491,595,1549]
photo-backdrop [252,406,424,455]
row-value-text: উপজেলা স্বাস্থ্য ও পরিবার পরিকল্পনা কর্মকর্তার কার্যালয়, সেনবাগ, নোয়াখালী। [1101,1853,1411,1882]
row-label-text: দরপত্র তফসিল বিক্রয়কারী প্রতিষ্ঠানের নাম [963,1853,1091,1882]
dateline: কলমাকান্দা (নেত্রকোনা) : [611,1637,748,1651]
article-paragraph [611,1084,875,1186]
article-column-3 [611,939,875,2263]
article-text: ‘দক্ষ যুব সমৃদ্ধ দেশ, বঙ্গবন্ধুর বাংলাদেশ’- এই শ্লোগানকে সামনে রেখে গাজীপুরের কালিয়াকৈরে জাতীয় যুব দিবস উদযাপন করা হয়েছে। এ উপলক্ষে আলোচনা সভা, যুব ঋণের চেক বিতরণ, যুব সংগঠনের নিবন্ধন সনদ এবং খেলাধুলার সামগ্রী ও গাছের চারা বিতরণ করা হয়েছে। [52,2073,316,2161]
row-label-text: দরপত্র আহবানকারী কর্মকর্তার পদবী ও অফিস ঠিকানা [963,2180,1091,2224]
row-label [958,1617,1096,1638]
article-column-5 [1167,945,1431,1200]
article-paragraph [331,1492,595,1551]
dateline: সিরাজদিখান (মুন্সিগঞ্জ) : [611,1084,735,1098]
row-value-text: স্বাস্থ্য ও পরিবার কল্যাণ মন্ত্রণালয়, স্বাস্থ্য সেবা বিভাগ। [1101,1559,1334,1572]
row-number [933,1886,959,1921]
article-text: ‘দক্ষ যুব সমৃদ্ধ দেশ, বঙ্গবন্ধুর বাংলাদেশ’ এই শ্লোগানে সোমবার খাগড়াছড়িতে জাতীয় যুব দিবস পালিত হয়েছে। দিবসটি পালন উপলক্ষে জেলা যুব উন্নয়ন অধিদপ্তর কার্যালয়ে পার্বত্য জেলা পরিষদ চেয়ারম্যান মংসুইপ্রু চৌধুরী অপুর সভাপতিত্বে আলোচনা সভা অনুষ্ঠিত হয়েছে। আলোচনা সভায় প্রধান অতিথি হিসেবে উপস্থিত ছিলেন কুজেন্দ্র লাল ত্রিপুরা এম.পি। অনুষ্ঠানে বিশেষ অতিথি হিসেবে আরো উপস্থিত ছিলেন, অতিরিক্ত জেলা প্রশাসক(সার্বিক) মোঃ আবু সাঈদ সদর উপজেলা চেয়ারম্যান শানে আলম, ভাইস চেয়ারম্যান মোঃ আক্তার হোসেন, হিরণজয় ত্রিপুরা। উপস্থিত ছিলেন, যুব উন্নয়ন অধিদপ্তর উপ-পরিচালক মোঃ মিজানুর রহমান, উপজেলা যুবউন্নয়ন কর্মকর্তা বিপেন্দু চাকমা, সহকারী যুবউন্নয়ন কর্মকর্ত বকুল বিকাশ চাকমা। এসময় যুব ঋণের চেক, সেলাই মেশিন ও সনদপত্র বিতরণ করা হয়। [611,1404,875,1637]
date-bangla: ১৭ কার্তিক ১৪২৮ [93,81,195,97]
tender-row [933,2005,1417,2114]
header-photo-strip [300,53,562,109]
row-label-text: যে অফিসে দরপত্র গ্রহণ করা হইবে [963,1888,1091,1916]
row-number-text: ০৬ [938,1675,953,1689]
email-link[interactable]: senbag@uhfpo.dghs.gov.bd [1101,2210,1248,2225]
photo-caption: সীতাকুন্ড (চট্টগ্রাম) [1162,918,1260,933]
article-paragraph [52,2161,316,2249]
row-value-text: উস্বাক/সেন/নোয়া/২০২১/২৩০০ তারিখ ঃ ০১/১১/২০২১ইং। [1101,1640,1380,1654]
details-line: বিস্তারিত তথ্য নিম্নস্বাক্ষরকারীর অফিস হইতে জানা যাইবে। [932,1532,1193,1546]
signature-icon [1203,2339,1301,2375]
banner-line: ১ নভেম্বর ২০২১, জাতীয় যুব দিবস উদ্‌যাপন উপলক্ষে [167,799,418,812]
row-label-text: বিশেষ নির্দেশনা [963,2008,1031,2022]
row-label [958,1921,1096,1956]
row-label-text: এজেন্সি/প্রতিষ্ঠান [963,1579,1039,1592]
article-paragraph [52,2074,316,2161]
article-text: গাজীপুরের শ্রীপুরে সোমবার সকালে উপজেলা প্রশাসন ও যুব অধিদপ্তরের আয়োজনে আলোচনা সভা, যুব ঋণের চেক, সনদপত্র, যুব সংগঠনের নিবন্ধন সনদ বিতরণ, খেলা সামগ্রী ও যুবর‍্যালী অনুষ্ঠিত হয়েছে। জাতীয় যুব দিবসে ‘দক্ষ যুব সমৃদ্ধ দেশ বঙ্গবন্ধুর বাংলাদেশ’ এই প্রতিপাদ্য নির্ধারণ করা হয়েছে। জাতির পিতা বঙ্গবন্ধু শেখ মুজিবুর রহমানের জন্মশতবার্ষিকী এবং মহান স্বাধীনতার সুবর্ণজয়ন্তীতে বঙ্গবন্ধুর প্রতি শ্রদ্ধা জানাতে এ প্রতিপাদ্য নির্ধারণ করা হয়েছে। অনুষ্ঠানে শ্রীপুর উপজেলা নির্বাহী কর্মকর্তা (ইউএনও) তরিকুলই ইসলামের সভাপতিত্বে, প্রধান অতিথি ছিলেন গাজীপুর জেলা আওয়ামীলীগের সাধারণ সম্পাদক ও স্থানীয় সাংসদ মুহাম্মদ ইকবাল হোসেন সবুজ। এসময় অন্যান্যদের মাঝে উপস্থিত ছিলেন,উপজেলা চেয়ারম্যান এডভোকেট শামসুল আলম প্রধান, ভাইস চেয়ারম্যান মাহতাব উদ্দিন, উপজেলা প্রকল্প বাস্তবায়ন কর্মকর্তা মুহীতুল ইসলাম, যুব উন্নয়ন কর্মকর্তা আবুল বাশার, উপজেলা আওয়ামীলীগের হুমায়ুন কবির হিমু, জেলা আওয়ামী সেচ্ছাসেবকলীগের সভাপতি এডভোকেট মোশাররফ হোসেন ভূইয়া প্রমুখ। [52,1128,316,1403]
article-paragraph [1167,945,1431,1178]
article-paragraph [331,2147,595,2249]
row-value [1096,1956,1416,2005]
row-value-text: পিপিআর ২০০৬ইং ও ২০০৮ইং (সংশোধিত ২০১০ প্রবিধান মালা) অনুসারে কার্যক্রম গ্রহণ করা হইবে। সিডিউলের মূল্য কোড নং ১-২৭১১-০০০০-২৩৬৬ এ ট্রেজারি চালানের মাধ্যমে সরকারি কোষাগারে জমাদান পূর্বক (সিটিআরসহ) চালানের মূল কপি জমাদিয়া অত্র কার্যালয় হইতে সিডিউল সংগ্রহ করা যাইবে। দরপত্র সংক্রান্ত অন্যান্য শর্তাবলীসহ বিস্তারিত তথ্য নিম্নস্বাক্ষরকারীর কার্যালয় হইতে অফিস চলা কালিন সময়ে জানা ও পাওয়া যাবে। [1101,2008,1411,2110]
article-text: ‘দক্ষ যুবক সমৃদ্ধ দেশ, বঙ্গবন্ধুর বাংলাদেশ’ এই প্রতিপাদ্যকে সামনে রেখে ঝিনাইদহের মহেশপুরে আলোচনা সভা ও যুব ঋণের চেক বিতরণের মাধ্যমে যুব দিবস পালিত হয়েছে। গতকাল সোমবার সকালে উপজেলা পরিষদ মিলনায়তনে যুব অধিদপ্তরের আয়োজনে এই কর্মসূচী পালন করা হয়। এতে উপজেলা নির্বাহী অফিসার মামুনুল করিমের সভাপতিত্বে প্রধান অতিথি হিসেবে উপস্থিত ছিলেন, ঝিনাইদহ-৩ আসনের সংসদ সদস্য শফিকুল আজম খান চঞ্চল। বিশেষ অতিথি ছিলেন, উপজেলা চেয়ারম্যান ময়জদ্দীন হামীদ, মহেশপুর পৌর মেয়র আব্দুর রশিদ খান, কৃষি অফিসার হাসান আলী প্রমুখ। এসময় প্রধান অতিথি যুবকদের মাঝে যুব ঋণের চেক বিতরণ করেন। [52,939,316,1127]
row-value [1096,1921,1416,1956]
row-value-text: উন্মুক্ত (খোলা) দরপত্র। [1101,1620,1204,1634]
row-value-text: রাজস্ব ও থোক/উন্নয়ন/জিওবি বাজেট (২০২১-২০২২ইং অর্থ বছর)। [1101,1675,1398,1689]
page-header [53,51,1428,113]
tender-row [933,1851,1417,1886]
row-number [933,2178,959,2228]
gov-title: গণপ্রজাতন্ত্রী বাংলাদেশ সরকার [1024,1224,1325,1253]
row-number-text: ০৭ [938,1695,953,1709]
article-paragraph [611,939,875,1084]
row-value [1096,1576,1416,1597]
tender-row [933,1886,1417,1921]
photo-patharghata [53,372,510,611]
row-number-text: ১৪ [938,2116,953,2130]
dateline: গফরগাঁও (ময়মনসিংহ) : [887,1091,1016,1105]
